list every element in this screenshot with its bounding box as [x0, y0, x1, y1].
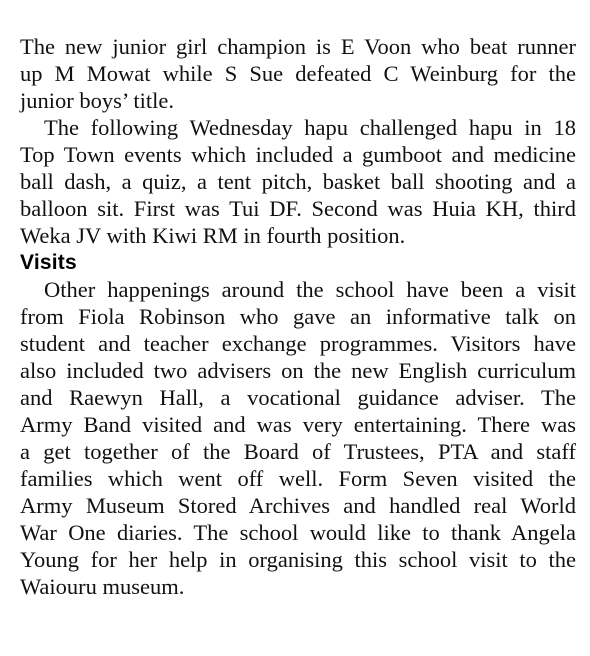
paragraph-visits: [20, 276, 576, 600]
text-line: Weka JV with Kiwi RM in fourth position.: [20, 223, 406, 248]
text-line: families which went off well. Form Seven visited the: [20, 466, 576, 491]
text-line: Waiouru museum.: [20, 574, 185, 599]
text-line: junior boys’ title.: [20, 88, 174, 113]
section-heading-visits: Visits: [20, 251, 77, 274]
text-line: ball dash, a quiz, a tent pitch, basket ball shooting and a: [20, 169, 576, 194]
text-line: Top Town events which included a gumboot and medicine: [20, 142, 576, 167]
text-line: a get together of the Board of Trustees, PTA and staff: [20, 439, 576, 464]
text-line: Army Band visited and was very entertaining. There was: [20, 412, 576, 437]
text-line: Other happenings around the school have been a visit: [44, 277, 576, 302]
text-line: Army Museum Stored Archives and handled real World: [20, 493, 576, 518]
article-column: [20, 33, 576, 600]
text-line: balloon sit. First was Tui DF. Second was Huia KH, third: [20, 196, 576, 221]
text-line: The new junior girl champion is E Voon who beat runner: [20, 34, 576, 59]
text-line: from Fiola Robinson who gave an informative talk on: [20, 304, 576, 329]
text-line: student and teacher exchange programmes. Visitors have: [20, 331, 576, 356]
text-line: and Raewyn Hall, a vocational guidance adviser. The: [20, 385, 576, 410]
text-line: Young for her help in organising this school visit to the: [20, 547, 576, 572]
paragraph-junior-champions: [20, 33, 576, 114]
text-line: also included two advisers on the new English curriculum: [20, 358, 576, 383]
paragraph-top-town: [20, 114, 576, 249]
text-line: War One diaries. The school would like to thank Angela: [20, 520, 576, 545]
text-line: up M Mowat while S Sue defeated C Weinburg for the: [20, 61, 576, 86]
text-line: The following Wednesday hapu challenged hapu in 18: [44, 115, 576, 140]
